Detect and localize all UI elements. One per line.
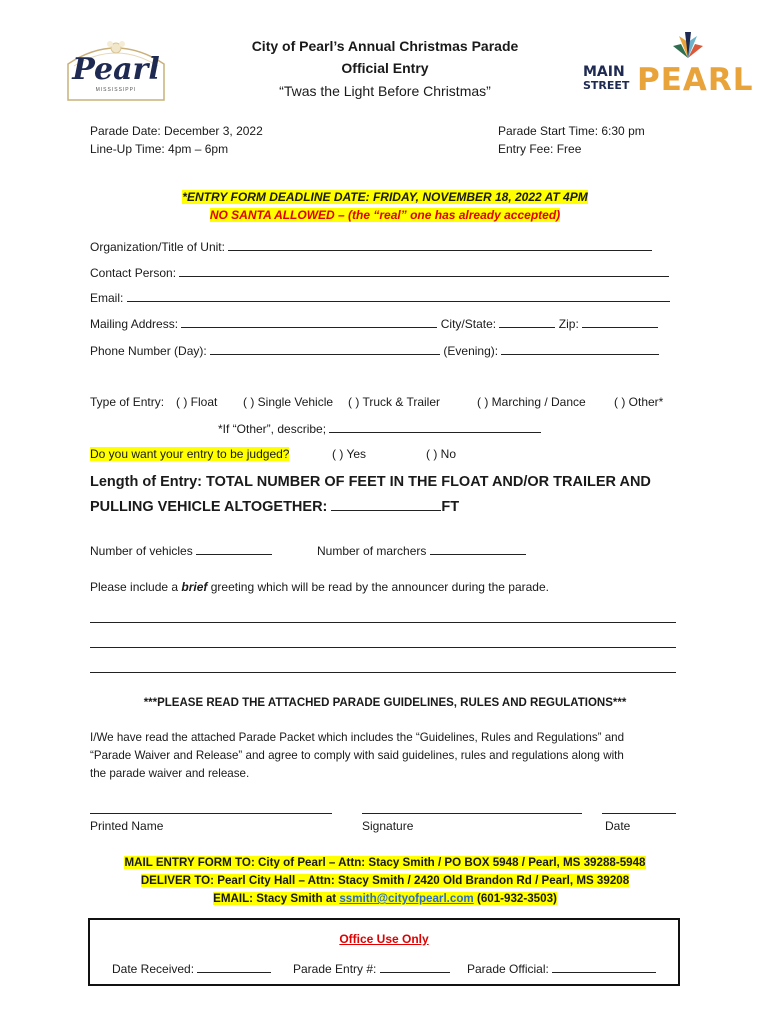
form-title: City of Pearl’s Annual Christmas Parade — [251, 38, 519, 54]
signature-line[interactable] — [362, 813, 582, 814]
agreement-line-1: I/We have read the attached Parade Packet which includes the “Guidelines, Rules and Regulations” and — [90, 731, 625, 744]
length-unit: FT — [441, 499, 460, 515]
mailing-field[interactable] — [181, 316, 437, 328]
entry-type-label: Type of Entry: — [90, 395, 165, 409]
marchers-label: Number of marchers — [317, 544, 427, 558]
phone-row — [90, 343, 659, 358]
greeting-line-1[interactable] — [90, 622, 676, 623]
pearl-logo-text: Pearl — [72, 52, 160, 87]
other-describe-field[interactable] — [329, 421, 541, 433]
date-label: Date — [605, 819, 631, 833]
deadline-notice: *ENTRY FORM DEADLINE DATE: FRIDAY, NOVEMBER 18, 2022 AT 4PM — [182, 190, 588, 204]
main-label: MAIN — [583, 64, 625, 80]
guidelines-heading: ***PLEASE READ THE ATTACHED PARADE GUIDELINES, RULES AND REGULATIONS*** — [143, 697, 627, 709]
email-contact-line — [213, 892, 557, 905]
agreement-line-2: “Parade Waiver and Release” and agree to comply with said guidelines, rules and regulations along with — [90, 749, 624, 762]
greeting-line-2[interactable] — [90, 647, 676, 648]
organization-label: Organization/Title of Unit: — [90, 240, 225, 254]
judged-no[interactable]: ( ) No — [426, 447, 456, 461]
pearl-logo-subtext: MISSISSIPPI — [95, 87, 137, 93]
parade-official-field[interactable] — [552, 961, 656, 973]
signature-label: Signature — [362, 819, 414, 833]
parade-entry-row — [293, 961, 450, 976]
option-single-vehicle[interactable]: ( ) Single Vehicle — [243, 395, 334, 409]
contact-field[interactable] — [179, 265, 669, 277]
marchers-row — [317, 543, 526, 558]
option-marching-dance[interactable]: ( ) Marching / Dance — [477, 395, 586, 409]
phone-evening-label: (Evening): — [443, 344, 499, 358]
length-heading-line1: Length of Entry: TOTAL NUMBER OF FEET IN THE FLOAT AND/OR TRAILER AND — [90, 474, 651, 490]
email-link[interactable]: ssmith@cityofpearl.com — [339, 892, 474, 905]
organization-row — [90, 239, 652, 254]
parade-theme: “Twas the Light Before Christmas” — [279, 83, 491, 99]
deliver-line: DELIVER TO: Pearl City Hall – Attn: Stacy Smith / 2420 Old Brandon Rd / Pearl, MS 39208 — [140, 874, 630, 887]
other-describe-label: *If “Other”, describe; — [218, 422, 327, 436]
judged-question: Do you want your entry to be judged? — [90, 447, 290, 461]
option-truck-trailer[interactable]: ( ) Truck & Trailer — [348, 395, 441, 409]
city-state-field[interactable] — [499, 316, 555, 328]
greeting-emphasis: brief — [181, 580, 208, 594]
start-time: Parade Start Time: 6:30 pm — [498, 124, 645, 138]
other-describe-row — [218, 421, 541, 436]
lineup-time: Line-Up Time: 4pm – 6pm — [90, 142, 229, 156]
length-field[interactable] — [331, 496, 441, 511]
parade-date: Parade Date: December 3, 2022 — [90, 124, 263, 138]
zip-label: Zip: — [558, 317, 579, 331]
agreement-line-3: the parade waiver and release. — [90, 767, 250, 780]
date-received-row — [112, 961, 271, 976]
mailing-label: Mailing Address: — [90, 317, 179, 331]
length-label: PULLING VEHICLE ALTOGETHER: — [90, 499, 328, 515]
greeting-suffix: greeting which will be read by the announcer during the parade. — [207, 580, 549, 594]
email-prefix: EMAIL: Stacy Smith at — [213, 892, 340, 905]
contact-label: Contact Person: — [90, 266, 177, 280]
email-field[interactable] — [127, 290, 670, 302]
vehicles-row — [90, 543, 272, 558]
parade-entry-field[interactable] — [380, 961, 450, 973]
date-line[interactable] — [602, 813, 676, 814]
email-label: Email: — [90, 291, 124, 305]
judged-yes[interactable]: ( ) Yes — [332, 447, 367, 461]
phone-evening-field[interactable] — [501, 343, 659, 355]
greeting-prefix: Please include a — [90, 580, 182, 594]
phone-day-field[interactable] — [210, 343, 440, 355]
mailing-row — [90, 316, 658, 331]
greeting-line-3[interactable] — [90, 672, 676, 673]
length-heading-line2 — [90, 496, 459, 515]
pearl-label: PEARL — [637, 62, 754, 98]
option-float[interactable]: ( ) Float — [176, 395, 218, 409]
office-use-title: Office Use Only — [339, 932, 429, 946]
contact-row — [90, 265, 669, 280]
marchers-field[interactable] — [430, 543, 526, 555]
office-use-box — [88, 918, 680, 986]
city-state-label: City/State: — [440, 317, 497, 331]
form-subtitle: Official Entry — [341, 60, 429, 76]
date-received-field[interactable] — [197, 961, 271, 973]
vehicles-field[interactable] — [196, 543, 272, 555]
printed-name-label: Printed Name — [90, 819, 164, 833]
parade-official-row — [467, 961, 656, 976]
parade-entry-label: Parade Entry #: — [293, 962, 377, 976]
entry-fee: Entry Fee: Free — [498, 142, 582, 156]
parade-official-label: Parade Official: — [467, 962, 549, 976]
greeting-instruction — [90, 580, 549, 594]
email-row — [90, 290, 670, 305]
mail-entry-line: MAIL ENTRY FORM TO: City of Pearl – Attn: Stacy Smith / PO BOX 5948 / Pearl, MS 39288-5948 — [124, 856, 646, 869]
phone-day-label: Phone Number (Day): — [90, 344, 207, 358]
option-other[interactable]: ( ) Other* — [614, 395, 664, 409]
date-received-label: Date Received: — [112, 962, 195, 976]
no-santa-notice: NO SANTA ALLOWED – (the “real” one has already accepted) — [209, 208, 561, 222]
zip-field[interactable] — [582, 316, 658, 328]
organization-field[interactable] — [228, 239, 652, 251]
email-phone: (601-932-3503) — [473, 892, 557, 905]
street-label: STREET — [583, 79, 630, 92]
vehicles-label: Number of vehicles — [90, 544, 193, 558]
printed-name-line[interactable] — [90, 813, 332, 814]
